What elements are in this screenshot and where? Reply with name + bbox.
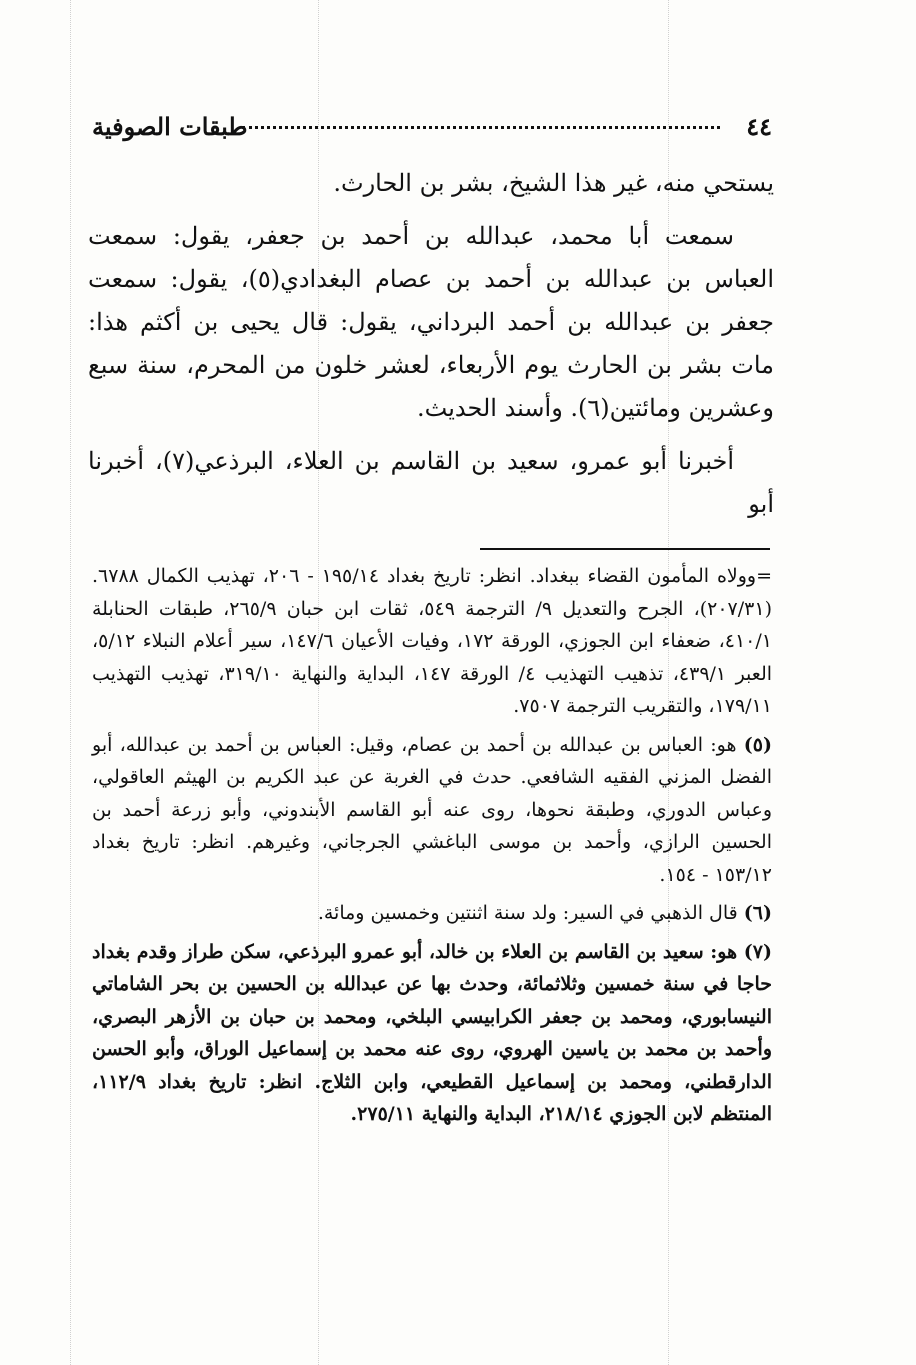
footnote-text: هو: سعيد بن القاسم بن العلاء بن خالد، أبو عمرو البرذعي، سكن طراز وقدم بغداد حاجا في سنة خمسين وثلاثمائة، وحدث بها عن عبدالله بن الحسين بن بحر الشاماتي النيسابوري، ومحمد بن جعفر الكرابيسي البلخي، ومحمد بن حبان بن الأزهر البصري، وأحمد بن محمد بن ياسين الهروي، روى عنه محمد بن إسماعيل الوراق، وأبو الحسن الدارقطني، ومحمد بن إسماعيل القطيعي، وابن الثلاج. انظر: تاريخ بغداد ١١٢/٩، المنتظم لابن الجوزي ٢١٨/١٤، البداية والنهاية ٢٧٥/١١. <box>92 940 772 1125</box>
footnote-text: هو: العباس بن عبدالله بن أحمد بن عصام، وقيل: العباس بن أحمد بن عبدالله، أبو الفضل المزني الفقيه الشافعي. حدث في الغربة عن عبد الكريم بن الهيثم العاقولي، وعباس الدوري، وطبقة نحوها، روى عنه أبو القاسم الأبندوني، وأبو زرعة أحمد بن الحسين الرازي، وأحمد بن موسى الباغشي الجرجاني، وغيرهم. انظر: تاريخ بغداد ١٥٣/١٢ - ١٥٤. <box>92 733 772 886</box>
page-number: ٤٤ <box>746 112 772 141</box>
footnote-number: (٥) <box>743 733 772 756</box>
main-paragraph: يستحي منه، غير هذا الشيخ، بشر بن الحارث. <box>333 169 774 197</box>
scan-artifact-line <box>70 0 71 1365</box>
book-title: طبقات الصوفية <box>92 112 248 141</box>
running-header <box>92 112 772 152</box>
footnote-continuation: =وولاه المأمون القضاء ببغداد. انظر: تاريخ بغداد ١٩٥/١٤ - ٢٠٦، تهذيب الكمال ٦٧٨٨.(٢٠٧/٣١)، الجرح والتعديل ٩/ الترجمة ٥٤٩، ثقات ابن حبان ٢٦٥/٩، طبقات الحنابلة ٤١٠/١، ضعفاء ابن الجوزي، الورقة ١٧٢، وفيات الأعيان ١٤٧/٦، سير أعلام النبلاء ٥/١٢، العبر ٤٣٩/١، تذهيب التهذيب ٤/ الورقة ١٤٧، البداية والنهاية ٣١٩/١٠، تهذيب التهذيب ١٧٩/١١، والتقريب الترجمة ٧٥٠٧. <box>92 565 773 717</box>
footnote-divider <box>480 548 770 550</box>
main-paragraph: أخبرنا أبو عمرو، سعيد بن القاسم بن العلاء، البرذعي(٧)، أخبرنا أبو <box>88 447 774 518</box>
main-paragraph: سمعت أبا محمد، عبدالله بن أحمد بن جعفر، يقول: سمعت العباس بن عبدالله بن أحمد بن عصام البغدادي(٥)، يقول: سمعت جعفر بن عبدالله بن أحمد البرداني، يقول: قال يحيى بن أكثم هذا: مات بشر بن الحارث يوم الأربعاء، لعشر خلون من المحرم، سنة سبع وعشرين ومائتين(٦). وأسند الحديث. <box>88 222 774 422</box>
footnote-text: قال الذهبي في السير: ولد سنة اثنتين وخمسين ومائة. <box>317 902 738 924</box>
main-text <box>88 162 774 526</box>
header-leader-dots <box>242 126 720 129</box>
footnote-5 <box>92 729 772 892</box>
footnote-7 <box>92 936 772 1131</box>
footnote-number: (٦) <box>743 902 772 924</box>
footnote-6 <box>92 897 772 930</box>
footnotes <box>92 560 772 1137</box>
footnote-number: (٧) <box>743 940 772 963</box>
